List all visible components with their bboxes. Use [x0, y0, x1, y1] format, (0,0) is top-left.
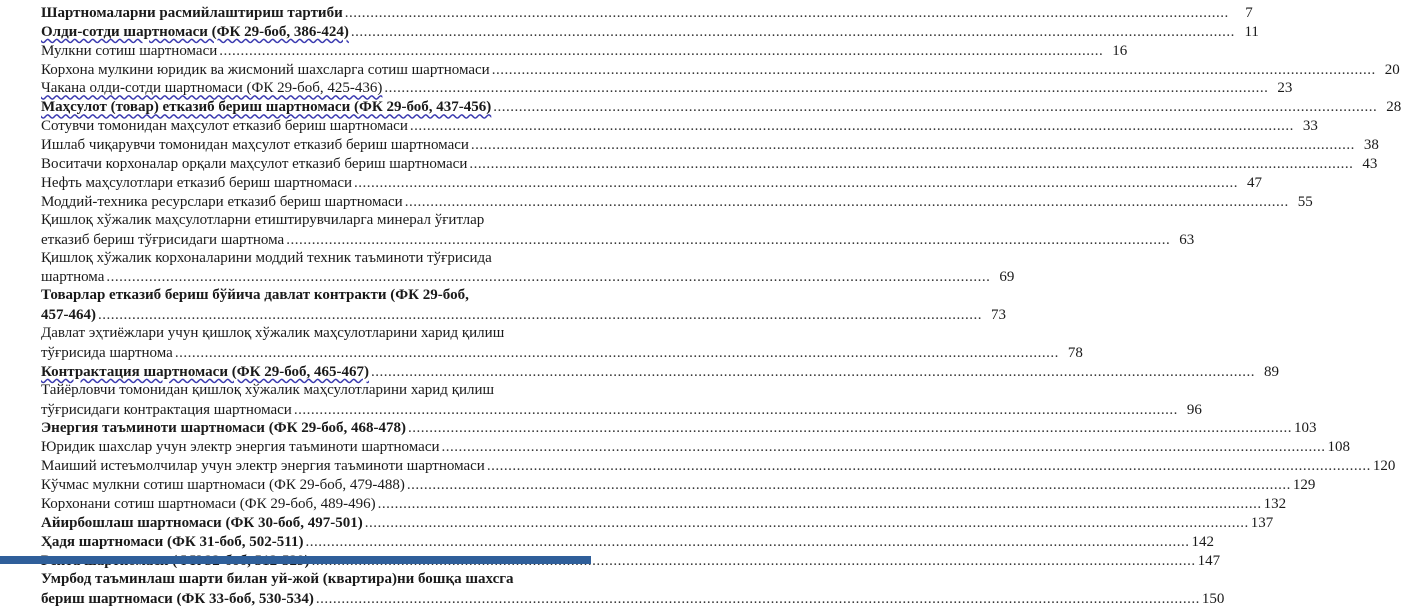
dot-leader: [98, 306, 982, 324]
toc-row: [41, 343, 1083, 362]
toc-page-number: 38: [1363, 137, 1379, 154]
dot-leader: [365, 514, 1249, 532]
toc-entry: [41, 22, 1259, 41]
toc-entry: [41, 211, 1195, 249]
toc-row: [41, 475, 1316, 494]
toc-row: [41, 116, 1318, 135]
toc-entry-title: етказиб бериш тўғрисидаги шартнома: [41, 231, 285, 248]
toc-entry: [41, 362, 1280, 381]
dot-leader: [219, 42, 1103, 60]
toc-entry: [41, 419, 1317, 438]
toc-row: [41, 513, 1274, 532]
toc-page-number: 69: [999, 269, 1015, 286]
toc-page-number: 7: [1245, 4, 1253, 21]
bottom-bar: [0, 556, 591, 564]
dot-leader: [175, 344, 1059, 362]
toc-page-number: 147: [1197, 552, 1221, 569]
toc-row: [41, 456, 1396, 475]
toc-row: [41, 135, 1379, 154]
toc-row: [41, 305, 1006, 324]
dot-leader: [408, 419, 1292, 437]
table-of-contents: [41, 3, 1401, 608]
toc-row: [41, 41, 1128, 60]
dot-leader: [286, 231, 1170, 249]
toc-page-number: 23: [1277, 80, 1293, 97]
toc-entry-title: Ишлаб чиқарувчи томонидан маҳсулот етказиб бериш шартномаси: [41, 137, 469, 154]
toc-entry-title: тўғрисидаги контрактация шартномаси: [41, 401, 292, 418]
toc-entry-title-line: Қишлоқ хўжалик корхоналарини моддий техник таъминоти тўғрисида: [41, 249, 492, 266]
toc-page-number: 55: [1297, 193, 1313, 210]
toc-row: [41, 97, 1401, 116]
toc-page-number: 43: [1362, 156, 1378, 173]
toc-entry: [41, 79, 1293, 98]
toc-entry: [41, 570, 1225, 608]
toc-page-number: 137: [1250, 514, 1274, 531]
toc-page-number: 33: [1302, 118, 1318, 135]
toc-page-number: 78: [1067, 344, 1083, 361]
toc-page-number: 96: [1186, 401, 1202, 418]
toc-entry-title: Корхона мулкини юридик ва жисмоний шахсларга сотиш шартномаси: [41, 61, 490, 78]
dot-leader: [371, 363, 1255, 381]
toc-page-number: 16: [1112, 42, 1128, 59]
dot-leader: [345, 4, 1229, 22]
toc-row: [41, 437, 1351, 456]
toc-entry-title: Контрактация шартномаси (ФК 29-боб, 465-467): [41, 363, 370, 380]
dot-leader: [316, 590, 1200, 608]
toc-page-number: 120: [1372, 458, 1396, 475]
toc-page-number: 142: [1191, 533, 1214, 550]
toc-entry-title-line: Қишлоқ хўжалик маҳсулотларни етиштирувчиларга минерал ўғитлар: [41, 211, 485, 228]
toc-entry-title: Олди-сотди шартномаси (ФК 29-боб, 386-424): [41, 23, 349, 40]
toc-entry-title: Энергия таъминоти шартномаси (ФК 29-боб, 468-478): [41, 420, 406, 437]
toc-entry: [41, 97, 1401, 116]
toc-page-number: 11: [1244, 23, 1259, 40]
toc-row: [41, 589, 1225, 608]
toc-entry: [41, 324, 1083, 362]
toc-entry: [41, 249, 1015, 287]
toc-row: [41, 532, 1214, 551]
toc-entry-title: Чакана олди-сотди шартномаси (ФК 29-боб, 425-436): [41, 80, 383, 97]
dot-leader: [378, 495, 1262, 513]
toc-page-number: 89: [1264, 363, 1280, 380]
toc-entry: [41, 286, 1006, 324]
toc-entry-title: Сотувчи томонидан маҳсулот етказиб бериш шартномаси: [41, 118, 408, 135]
toc-page-number: 132: [1263, 496, 1287, 513]
toc-row: [41, 192, 1313, 211]
toc-entry: [41, 475, 1316, 494]
toc-entry-title-line: Товарлар етказиб бериш бўйича давлат контракти (ФК 29-боб,: [41, 287, 469, 304]
dot-leader: [405, 193, 1289, 211]
toc-entry-title: Айирбошлаш шартномаси (ФК 30-боб, 497-501): [41, 514, 363, 531]
dot-leader: [351, 23, 1235, 41]
toc-page-number: 28: [1386, 99, 1401, 116]
toc-entry: [41, 381, 1202, 419]
toc-entry: [41, 60, 1400, 79]
dot-leader: [354, 174, 1238, 192]
toc-row: [41, 22, 1259, 41]
toc-entry: [41, 437, 1351, 456]
dot-leader: [442, 438, 1326, 456]
toc-row: [41, 230, 1195, 249]
toc-entry-title: Моддий-техника ресурслари етказиб бериш шартномаси: [41, 193, 403, 210]
toc-entry: [41, 116, 1318, 135]
toc-row: [41, 267, 1015, 286]
dot-leader: [487, 457, 1371, 475]
toc-entry-title: Юридик шахслар учун электр энергия таъминоти шартномаси: [41, 439, 440, 456]
toc-row: [41, 154, 1378, 173]
dot-leader: [492, 61, 1376, 79]
toc-row: [41, 173, 1263, 192]
toc-entry-title: шартнома: [41, 269, 105, 286]
dot-leader: [305, 533, 1189, 551]
toc-page-number: 73: [991, 307, 1006, 324]
dot-leader: [469, 155, 1353, 173]
toc-entry-title: Корхонани сотиш шартномаси (ФК 29-боб, 489-496): [41, 496, 376, 513]
toc-entry-title: Кўчмас мулкни сотиш шартномаси (ФК 29-боб, 479-488): [41, 477, 405, 494]
toc-entry-title-line: Давлат эҳтиёжлари учун қишлоқ хўжалик маҳсулотларини харид қилиш: [41, 325, 505, 342]
toc-page-number: 129: [1292, 477, 1316, 494]
toc-page-number: 150: [1201, 590, 1225, 607]
toc-entry-title-line: Умрбод таъминлаш шарти билан уй-жой (квартира)ни бошқа шахсга: [41, 570, 514, 587]
toc-row: [41, 494, 1287, 513]
toc-entry: [41, 456, 1396, 475]
dot-leader: [410, 117, 1294, 135]
toc-entry: [41, 532, 1214, 551]
dot-leader: [407, 476, 1291, 494]
toc-entry: [41, 494, 1287, 513]
toc-entry: [41, 135, 1379, 154]
toc-entry-title: бериш шартномаси (ФК 33-боб, 530-534): [41, 590, 314, 607]
toc-entry: [41, 154, 1378, 173]
toc-entry: [41, 192, 1313, 211]
dot-leader: [493, 98, 1377, 116]
toc-row: [41, 79, 1293, 98]
toc-page-number: 108: [1327, 439, 1351, 456]
dot-leader: [294, 401, 1178, 419]
toc-row: [41, 419, 1317, 438]
toc-entry-title: Нефть маҳсулотлари етказиб бериш шартномаси: [41, 174, 353, 191]
toc-entry-title: Шартномаларни расмийлаштириш тартиби: [41, 4, 343, 21]
toc-entry: [41, 41, 1128, 60]
toc-entry-title: Ҳадя шартномаси (ФК 31-боб, 502-511): [41, 533, 304, 550]
dot-leader: [471, 136, 1355, 154]
toc-entry-title: 457-464): [41, 307, 96, 324]
toc-entry-title: тўғрисида шартнома: [41, 344, 173, 361]
toc-page-number: 63: [1179, 231, 1195, 248]
toc-entry-title: Маҳсулот (товар) етказиб бериш шартномаси (ФК 29-боб, 437-456): [41, 99, 492, 116]
toc-page-number: 20: [1384, 61, 1400, 78]
toc-entry-title-line: Тайёрловчи томонидан қишлоқ хўжалик маҳсулотларини харид қилиш: [41, 381, 495, 398]
toc-page-number: 103: [1294, 420, 1317, 437]
toc-entry: [41, 513, 1274, 532]
toc-row: [41, 362, 1280, 381]
toc-entry: [41, 173, 1263, 192]
toc-row: [41, 3, 1253, 22]
toc-entry-title: Воситачи корхоналар орқали маҳсулот етказиб бериш шартномаси: [41, 156, 468, 173]
toc-entry-title: Маиший истеъмолчилар учун электр энергия таъминоти шартномаси: [41, 458, 485, 475]
toc-row: [41, 60, 1400, 79]
toc-row: [41, 400, 1202, 419]
toc-entry-title: Мулкни сотиш шартномаси: [41, 42, 218, 59]
toc-entry: [41, 3, 1253, 22]
toc-page-number: 47: [1247, 174, 1263, 191]
dot-leader: [106, 268, 990, 286]
dot-leader: [384, 79, 1268, 97]
